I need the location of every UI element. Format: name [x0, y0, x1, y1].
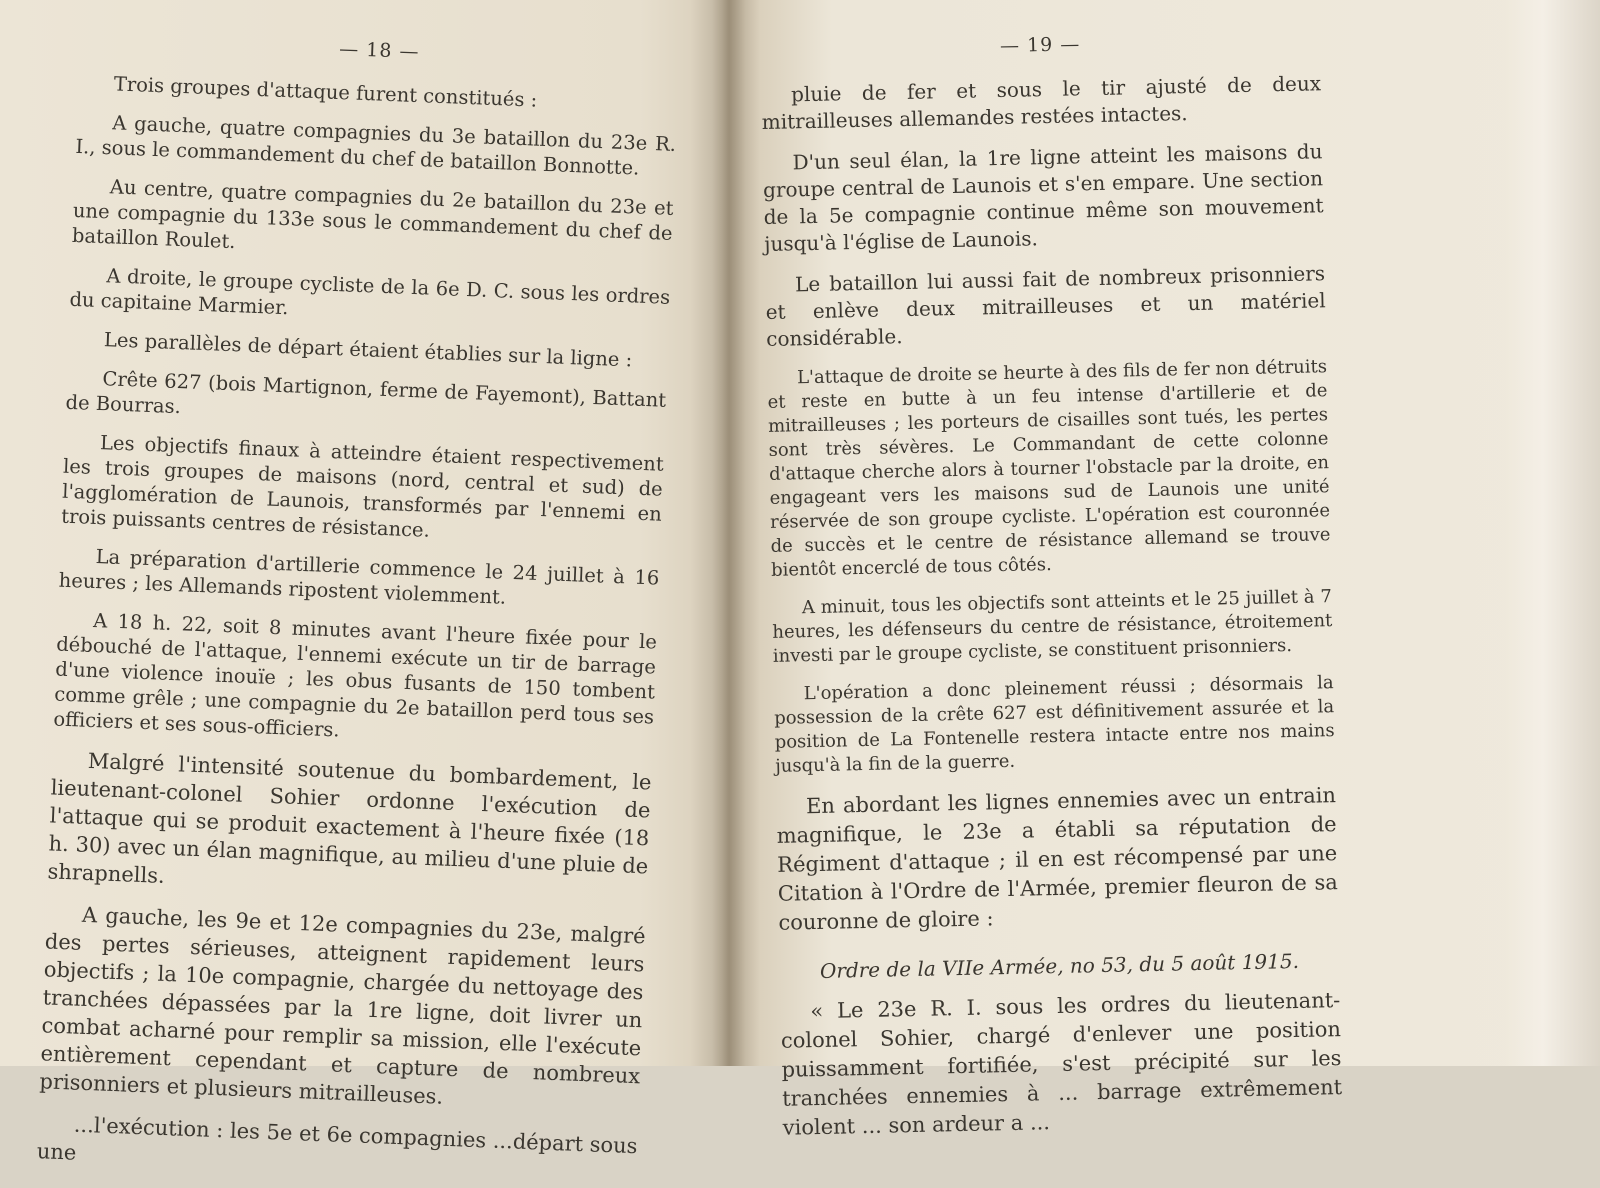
paragraph: Trois groupes d'attaque furent constitués : — [113, 72, 538, 112]
page-number-right: — 19 — — [999, 33, 1081, 57]
paragraph: A gauche, les 9e et 12e compagnies du 23e, malgré des pertes sérieuses, atteignent rapidement leurs objectifs ; la 10e compagnie, chargée du nettoyage des tranchées dépassées par la 1re ligne, doit livrer un combat acharné pour remplir sa mission, elle l'exécute entièrement cependant et capture de nombreux prisonniers et plusieurs mitrailleuses. — [39, 902, 647, 1109]
paragraph: A gauche, quatre compagnies du 3e bataillon du 23e R. I., sous le commandement du chef de bataillon Bonnotte. — [75, 111, 677, 180]
right-page — [760, 28, 1343, 1140]
paragraph: En abordant les lignes ennemies avec un entrain magnifique, le 23e a établi sa réputation de Régiment d'attaque ; il en est récompensé par une Citation à l'Ordre de l'Armée, premier fleuron de sa couronne de gloire : — [776, 783, 1339, 935]
paragraph: Les parallèles de départ étaient établies sur la ligne : — [103, 328, 633, 372]
paragraph: Le bataillon lui aussi fait de nombreux prisonniers et enlève deux mitrailleuses et un matériel considérable. — [765, 261, 1326, 351]
page-edge — [1505, 0, 1600, 1066]
paragraph: L'opération a donc pleinement réussi ; désormais la possession de la crête 627 est définitivement assurée et la position de La Fontenelle restera intacte entre nos mains jusqu'à la fin de la guerre. — [773, 672, 1335, 777]
paragraph: D'un seul élan, la 1re ligne atteint les maisons du groupe central de Launois et s'en empare. Une section de la 5e compagnie continue même son mouvement jusqu'à l'église de Launois. — [762, 139, 1324, 256]
paragraph: pluie de fer et sous le tir ajusté de deux mitrailleuses allemandes restées intactes. — [761, 71, 1322, 134]
left-page — [36, 28, 679, 1165]
paragraph: Les objectifs finaux à atteindre étaient respectivement les trois groupes de maisons (nord, central et sud) de l'agglomération de Launois, transformés par l'ennemi en trois puissants centres de résistance. — [60, 431, 665, 542]
paragraph: A droite, le groupe cycliste de la 6e D. C. sous les ordres du capitaine Marmier. — [69, 264, 671, 320]
paragraph: ...l'exécution : les 5e et 6e compagnies ...départ sous une — [36, 1112, 638, 1165]
paragraph: Crête 627 (bois Martignon, ferme de Fayemont), Battant de Bourras. — [65, 367, 667, 419]
paragraph: Malgré l'intensité soutenue du bombardement, le lieutenant-colonel Sohier ordonne l'exécution de l'attaque qui se produit exactement à l'heure fixée (18 h. 30) avec un élan magnifique, au milieu d'une pluie de shrapnells. — [47, 748, 652, 888]
book-gutter — [690, 0, 760, 1066]
paragraph: Au centre, quatre compagnies du 2e bataillon du 23e et une compagnie du 133e sous le commandement du chef de bataillon Roulet. — [71, 175, 674, 254]
paragraph: A minuit, tous les objectifs sont atteints et le 25 juillet à 7 heures, les défenseurs du centre de résistance, étroitement investi par le groupe cycliste, se constituent prisonniers. — [772, 586, 1333, 667]
paragraph: « Le 23e R. I. sous les ordres du lieutenant-colonel Sohier, chargé d'enlever une position puissamment fortifiée, s'est précipité sur les tranchées ennemies à ... barrage extrêmement violent ... son ardeur a ... — [780, 988, 1343, 1140]
citation-heading: Ordre de la VIIe Armée, no 53, du 5 août 1915. — [819, 948, 1300, 983]
paragraph: La préparation d'artillerie commence le 24 juillet à 16 heures ; les Allemands ripostent violemment. — [58, 545, 660, 609]
page-number-left: — 18 — — [338, 37, 420, 64]
paragraph: A 18 h. 22, soit 8 minutes avant l'heure fixée pour le débouché de l'attaque, l'ennemi exécute un tir de barrage d'une violence inouïe ; les obus fusants de 150 tombent comme grêle ; une compagnie du 2e bataillon perd tous ses officiers et ses sous-officiers. — [53, 608, 658, 742]
paragraph: L'attaque de droite se heurte à des fils de fer non détruits et reste en butte à un feu intense d'artillerie et de mitrailleuses ; les porteurs de cisailles sont tués, les pertes sont très sévères. Le Commandant de cette colonne d'attaque cherche alors à tourner l'obstacle par la droite, en engageant vers les maisons sud de Launois une unité réservée de son groupe cycliste. L'opération est couronnée de succès et le centre de résistance allemand se trouve bientôt encerclé de tous côtés. — [767, 356, 1331, 581]
